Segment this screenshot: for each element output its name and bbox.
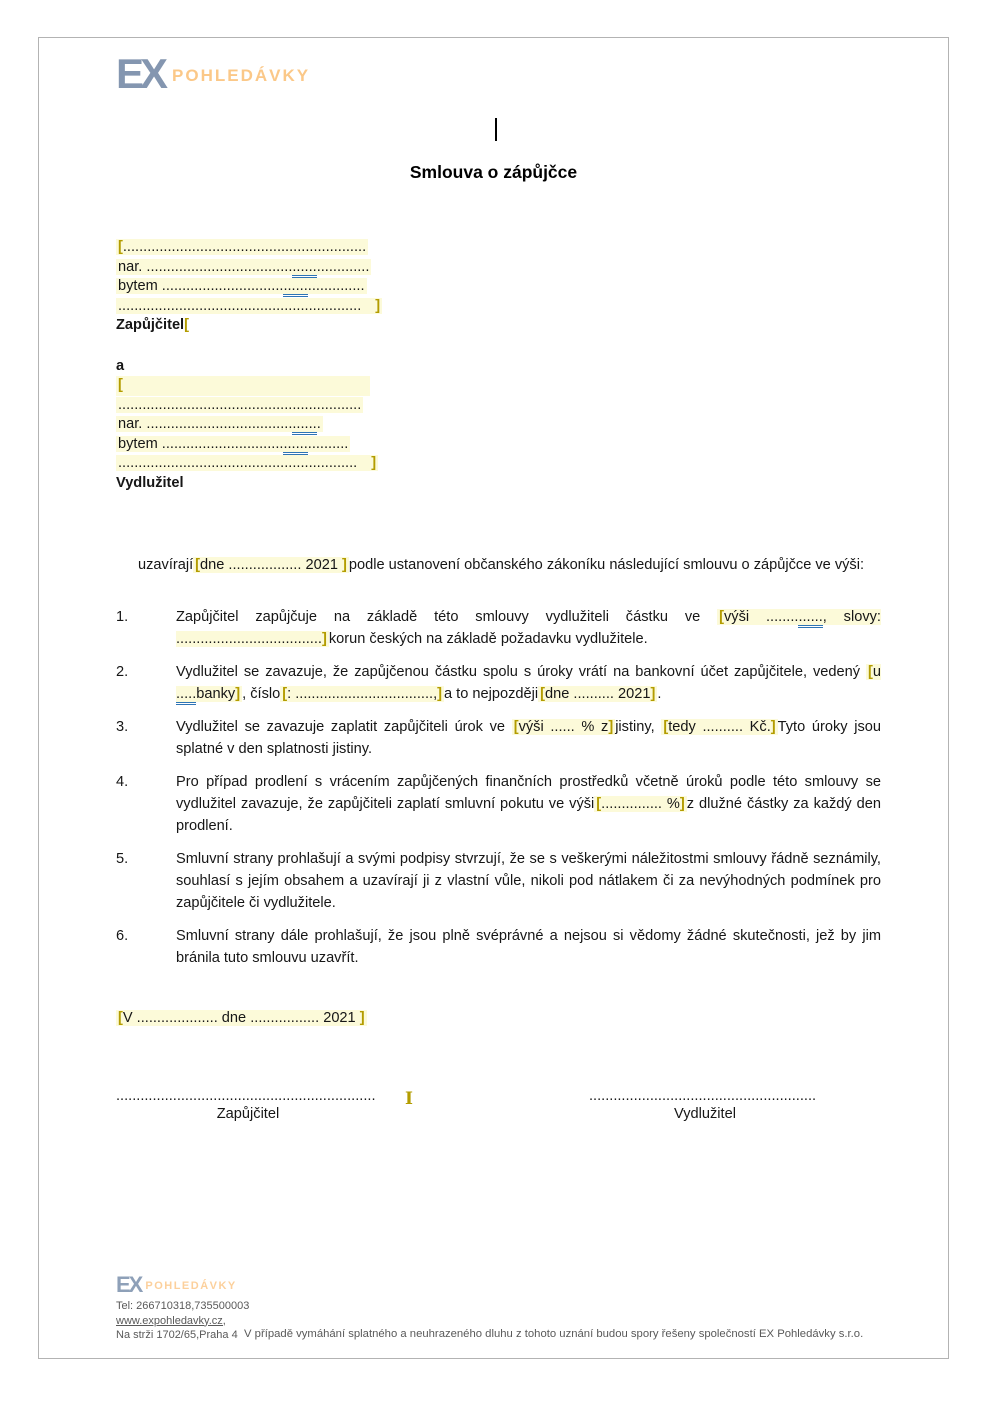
dots: tedy .......... Kč. [668,719,771,735]
account-number-field[interactable] [280,686,444,702]
dots: výši ........ [724,609,799,625]
borrower-extra-field[interactable] [116,454,382,474]
spellcheck-underline: ..... [176,686,196,705]
penalty-rate-field[interactable] [594,796,686,812]
dots: .......... [307,435,349,452]
content-control-close-icon: ] [679,796,685,812]
content-control-close-icon: ] [371,455,377,471]
footer-contact [116,1299,249,1343]
spellcheck-underline: ...... [292,259,316,278]
website-link[interactable]: www.expohledavky.cz, [116,1314,226,1327]
content-control-open-icon: [ [118,1010,123,1026]
nar-label: nar. [118,416,147,432]
signature-label: Zapůjčitel [216,1106,280,1122]
contract-date-field[interactable] [193,557,349,573]
dots: ........................................................... [118,455,358,471]
logo-wordmark: POHLEDÁVKY [145,1280,237,1292]
lender-label-text: Zapůjčitel [116,317,185,333]
document-page [38,37,949,1359]
dots: .............. [307,278,365,294]
lender-name-field[interactable] [116,238,382,258]
borrower-birthdate-field[interactable] [116,415,382,435]
clause-number: 1. [116,609,129,625]
content-control-open-icon: [ [663,719,669,735]
text: z dlužné částky za každý den prodlení. [176,796,881,834]
brand-logo [116,50,311,97]
content-control-close-icon: ] [650,686,656,702]
dots: . [316,416,321,432]
dots: ............... % [601,796,680,812]
content-control-open-icon: [ [540,686,546,702]
content-control-open-icon: [ [868,664,873,680]
content-control-open-icon: [ [118,377,123,393]
content-control-close-icon: ] [375,297,381,314]
logo-ex-icon: EX [116,1272,142,1297]
dots: , slovy: .................................... [176,609,881,647]
clause-6 [116,925,881,969]
text: Vydlužitel se zavazuje, že zapůjčenou částku spolu s úroky vrátí na bankovní účet zapůjčitele, vedený [176,664,866,680]
dots: výši ...... % z [518,719,609,735]
interest-rate-field[interactable] [512,719,615,735]
borrower-bracket-line [116,376,382,396]
clause-text [176,771,881,837]
spellcheck-underline: ...... [283,278,307,297]
page-title: Smlouva o zápůjčce [409,162,578,182]
dots: ............................................................ [118,297,362,314]
signature-line: ........................................................ [589,1088,817,1104]
text: u [872,664,881,680]
contract-body [116,554,881,980]
content-control-close-icon: ] [342,557,347,573]
clause-3 [116,716,881,760]
signature-line: ................................................................ [116,1088,376,1104]
clause-number: 2. [116,664,129,680]
content-control-open-icon: [ [719,609,724,625]
footer-phone: Tel: 266710318,735500003 [116,1300,250,1312]
content-control-close-icon: ] [770,719,776,735]
text: Smluvní strany dále prohlašují, že jsou plně svéprávné a nejsou si vědomy žádné skutečnosti, jež by jim bránila tuto smlouvu uzavřít. [176,928,881,966]
logo-wordmark: POHLEDÁVKY [172,66,311,85]
text: a to nejpozději [444,686,539,702]
due-date-field[interactable] [538,686,657,702]
dots: ............................................................ [118,396,362,413]
intro-line [116,554,881,576]
text: Zapůjčitel zapůjčuje na základě této smlouvy vydlužiteli částku ve [176,609,718,625]
content-control-open-icon: [ [118,239,123,255]
dots: ............. [316,258,370,275]
clause-number: 4. [116,774,129,790]
content-control-close-icon: ] [359,1010,365,1026]
lender-label [116,316,382,336]
clause-text [176,848,881,914]
text: banky [196,686,236,702]
intro-pre: uzavírají [138,557,194,573]
bytem-label: bytem [118,278,162,294]
text: Vydlužitel se zavazuje zaplatit zapůjčiteli úrok ve [176,719,512,735]
signature-label: Vydlužitel [674,1106,736,1122]
borrower-label-text: Vydlužitel [116,474,184,491]
signature-lender [116,1088,380,1122]
borrower-name-field[interactable] [116,396,382,416]
logo-ex-icon: EX [116,50,165,97]
text: korun českých na základě požadavku vydlužitele. [328,631,648,647]
text: . [657,686,662,702]
dots: .............................. [161,278,284,294]
date-blank: dne .................. 2021 [200,557,342,573]
content-control-open-icon: [ [282,686,288,702]
dots: .................................... [146,416,293,432]
spellcheck-underline: ...... [798,609,822,628]
content-control-open-icon: [ [195,557,201,573]
intro-post: podle ustanovení občanského zákoníku následující smlouvu o zápůjčce ve výši: [348,557,865,573]
content-control-close-icon: ] [321,631,327,647]
place-date-field[interactable] [116,1007,367,1029]
content-control-close-icon: ] [235,686,241,702]
content-control-open-icon: [ [513,719,519,735]
content-control-close-icon: ] [608,719,614,735]
text: jistiny, [615,719,662,735]
text: Tyto úroky jsou splatné v den splatnosti jistiny. [176,719,881,757]
footer-legal-note: V případě vymáhání splatného a neuhrazeného dluhu z tohoto uznání budou spory řešeny společností EX Pohledávky s.r.o. [244,1328,864,1340]
bytem-label: bytem [118,435,162,452]
clause-text [176,716,881,760]
spellcheck-underline: ...... [283,436,307,455]
lender-extra-field[interactable] [116,297,382,317]
borrower-label [116,474,382,494]
dots: dne .......... 2021 [545,686,651,702]
clause-text [176,925,881,969]
lender-birthdate-field[interactable] [116,258,382,278]
clause-text [176,606,881,650]
text: Smluvní strany prohlašují a svými podpisy stvrzují, že se s veškerými náležitostmi smlouvy řádně seznámily, souhlasí s jejím obsahem a uzavírají ji z vlastní vůle, nikoli pod nátlakem či za nevýhodných podmínek pro zapůjčitele či vydlužitele. [176,851,881,911]
text: , číslo [242,686,281,702]
clause-5 [116,848,881,914]
dots: .................................... [146,258,293,275]
text: Pro případ prodlení s vrácením zapůjčených finančních prostředků včetně úroků podle této smlouvy se vydlužitel zavazuje, že zapůjčiteli zaplatí smluvní pokutu ve výši [176,774,881,812]
content-control-open-icon: [ [184,317,189,333]
interest-amount-field[interactable] [661,719,777,735]
footer-address: Na strži 1702/65,Praha 4 [116,1329,238,1341]
clause-number: 6. [116,928,129,944]
content-control-close-icon: ] [437,686,443,702]
parties-section [116,238,382,493]
signature-borrower [589,1088,821,1122]
cursor-ibeam-icon: I [405,1089,413,1109]
lender-name-dots: ............................................................ [122,239,367,255]
spellcheck-underline: ...... [292,416,316,435]
clause-4 [116,771,881,837]
lender-address-field[interactable] [116,277,382,297]
clause-2 [116,661,881,705]
clause-number: 5. [116,851,129,867]
text-cursor [495,118,497,141]
nar-label: nar. [118,258,147,275]
clause-number: 3. [116,719,129,735]
content-control-open-icon: [ [596,796,602,812]
clause-text [176,661,881,705]
dots: : .................................., [287,686,438,702]
connector-a: a [116,357,125,374]
place-date-blank: V .................... dne ................. 2021 [122,1010,360,1026]
footer-brand-logo [116,1274,237,1296]
borrower-address-field[interactable] [116,435,382,455]
clause-1 [116,606,881,650]
dots: .............................. [161,435,284,452]
